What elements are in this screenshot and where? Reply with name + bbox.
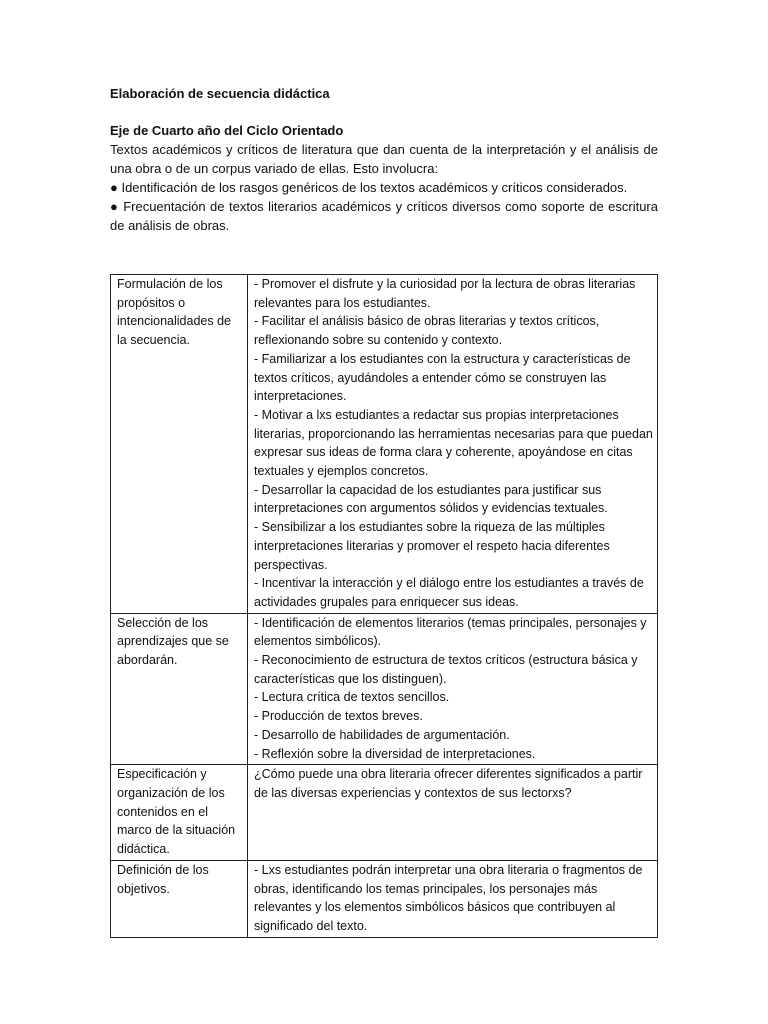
list-item: - Motivar a lxs estudiantes a redactar sus propias interpretaciones literarias, proporcionando las herramientas necesarias para que puedan expresar sus ideas de forma clara y coherente, apoyándose en citas textuales y ejemplos concretos. (254, 407, 653, 479)
table-row (111, 275, 658, 614)
list-item: - Lxs estudiantes podrán interpretar una obra literaria o fragmentos de obras, identificando los temas principales, los personajes más relevantes y los elementos simbólicos básicos que contribuyen al significado del texto. (254, 862, 643, 933)
sequence-table (110, 274, 658, 938)
row-label: Especificación y organización de los contenidos en el marco de la situación didáctica. (111, 765, 248, 861)
row-content (248, 765, 658, 861)
row-label: Definición de los objetivos. (111, 860, 248, 937)
row-content (248, 613, 658, 765)
list-item: - Sensibilizar a los estudiantes sobre la riqueza de las múltiples interpretaciones literarias y promover el respeto hacia diferentes perspectivas. (254, 520, 610, 572)
row-content (248, 275, 658, 614)
list-item: - Desarrollar la capacidad de los estudiantes para justificar sus interpretaciones con argumentos sólidos y evidencias textuales. (254, 482, 608, 516)
row-content (248, 860, 658, 937)
document-title: Elaboración de secuencia didáctica (110, 86, 330, 101)
document-page (110, 84, 658, 235)
list-item: - Lectura crítica de textos sencillos. (254, 690, 450, 705)
list-item: - Incentivar la interacción y el diálogo entre los estudiantes a través de actividades grupales para enriquecer sus ideas. (254, 576, 644, 609)
list-item: - Reflexión sobre la diversidad de interpretaciones. (254, 746, 536, 761)
bullet-item: ● Identificación de los rasgos genéricos de los textos académicos y críticos considerados. (110, 180, 628, 195)
row-label: Formulación de los propósitos o intencionalidades de la secuencia. (111, 275, 248, 614)
list-item: - Desarrollo de habilidades de argumentación. (254, 727, 510, 742)
list-item: - Producción de textos breves. (254, 709, 423, 724)
list-item: - Reconocimiento de estructura de textos críticos (estructura básica y características que los distinguen). (254, 653, 638, 686)
table-row (111, 860, 658, 937)
row-label: Selección de los aprendizajes que se abordarán. (111, 613, 248, 765)
list-item: - Identificación de elementos literarios (temas principales, personajes y elementos simbólicos). (254, 615, 647, 649)
list-item: - Familiarizar a los estudiantes con la estructura y características de textos críticos, ayudándoles a entender cómo se construyen las interpretaciones. (254, 351, 631, 404)
list-item: - Promover el disfrute y la curiosidad por la lectura de obras literarias relevantes para los estudiantes. (254, 277, 636, 310)
table-row (111, 613, 658, 765)
list-item: ¿Cómo puede una obra literaria ofrecer diferentes significados a partir de las diversas experiencias y contextos de sus lectorxs? (254, 767, 643, 800)
bullet-item: ● Frecuentación de textos literarios académicos y críticos diversos como soporte de escritura de análisis de obras. (110, 199, 658, 233)
table-row (111, 765, 658, 861)
list-item: - Facilitar el análisis básico de obras literarias y textos críticos, reflexionando sobre su contenido y contexto. (254, 314, 600, 348)
intro-paragraph: Textos académicos y críticos de literatura que dan cuenta de la interpretación y el análisis de una obra o de un corpus variado de ellas. Esto involucra: (110, 142, 658, 176)
axis-heading: Eje de Cuarto año del Ciclo Orientado (110, 123, 344, 138)
